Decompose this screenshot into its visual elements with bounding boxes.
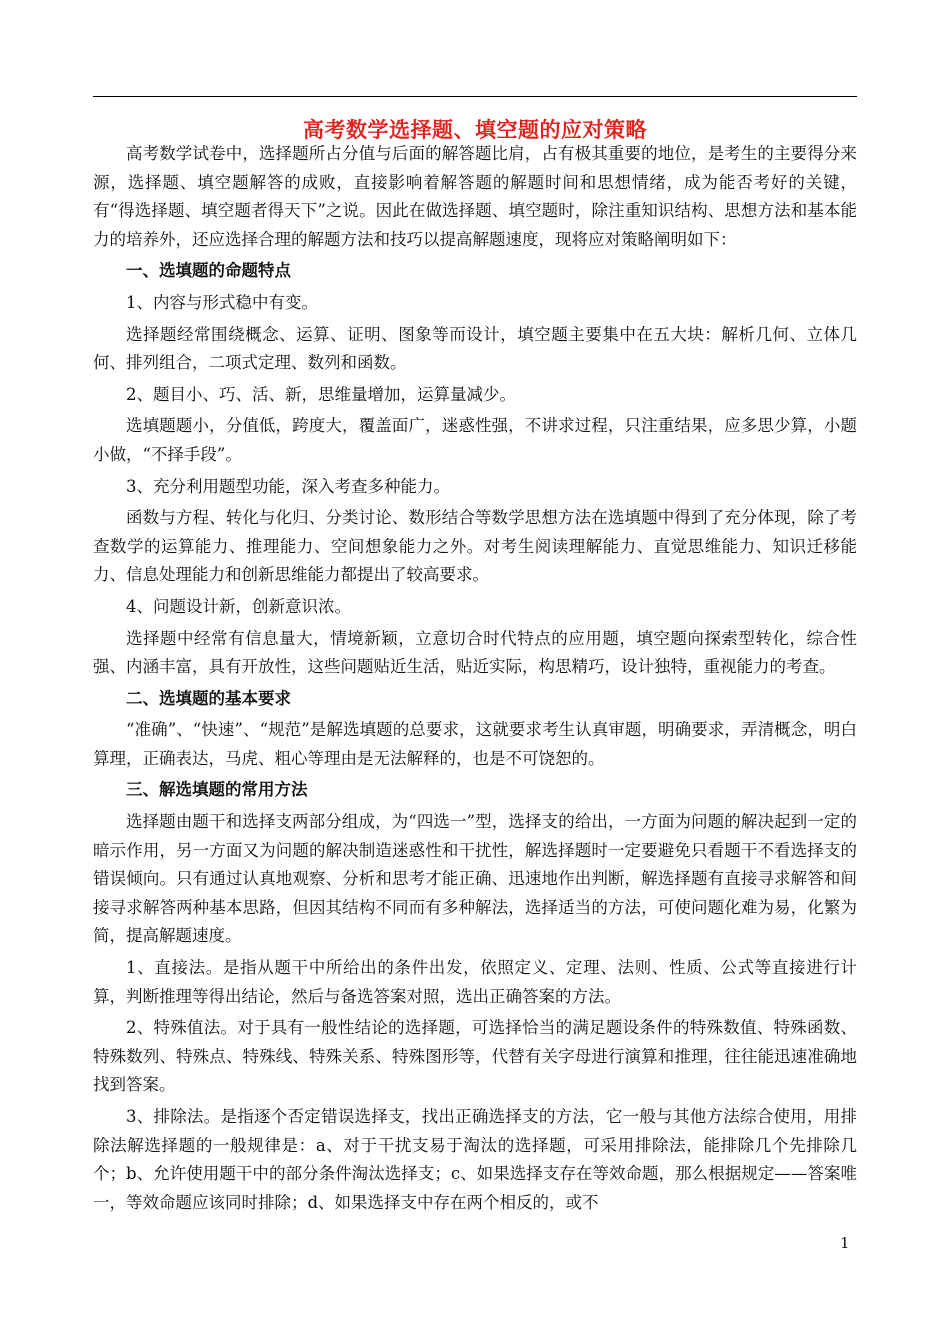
point-1-body: 选择题经常围绕概念、运算、证明、图象等而设计，填空题主要集中在五大块：解析几何、立体几何、排列组合，二项式定理、数列和函数。: [93, 324, 857, 373]
section-heading-1: 一、选填题的命题特点: [126, 261, 291, 281]
method-direct-paragraph: 1、直接法。是指从题干中所给出的条件出发，依照定义、定理、法则、性质、公式等直接进行计算，判断推理等得出结论，然后与备选答案对照，选出正确答案的方法。: [93, 958, 857, 1006]
methods-intro-paragraph: 选择题由题干和选择支两部分组成，为“四选一”型，选择支的给出，一方面为问题的解决起到一定的暗示作用，另一方面又为问题的解决制造迷惑性和干扰性，解选择题时一定要避免只看题干不看选择支的错误倾向。只有通过认真地观察、分析和思考才能正确、迅速地作出判断，解选择题有直接寻求解答和间接寻求解答两种基本思路，但因其结构不同而有多种解法，选择适当的方法，可使问题化难为易，化繁为简，提高解题速度。: [93, 812, 857, 946]
point-3-title: 3、充分利用题型功能，深入考查多种能力。: [126, 476, 450, 496]
intro-paragraph: 高考数学试卷中，选择题所占分值与后面的解答题比肩，占有极其重要的地位，是考生的主要得分来源，选择题、填空题解答的成败，直接影响着解答题的解题时间和思想情绪，成为能否考好的关键，有“得选择题、填空题者得天下”之说。因此在做选择题、填空题时，除注重知识结构、思想方法和基本能力的培养外，还应选择合理的解题方法和技巧以提高解题速度，现将应对策略阐明如下：: [93, 144, 857, 249]
document-body: [93, 140, 857, 1220]
method-elimination-paragraph: 3、排除法。是指逐个否定错误选择支，找出正确选择支的方法，它一般与其他方法综合使用，用排除法解选择题的一般规律是：a、对于干扰支易于淘汰的选择题，可采用排除法，能排除几个先排除几个；b、允许使用题干中的部分条件淘汰选择支；c、如果选择支存在等效命题，那么根据规定——答案唯一，等效命题应该同时排除；d、如果选择支中存在两个相反的，或不: [93, 1107, 857, 1212]
method-special-value-paragraph: 2、特殊值法。对于具有一般性结论的选择题，可选择恰当的满足题设条件的特殊数值、特殊函数、特殊数列、特殊点、特殊线、特殊关系、特殊图形等，代替有关字母进行演算和推理，往往能迅速准确地找到答案。: [93, 1018, 857, 1095]
point-2-title: 2、题目小、巧、活、新，思维量增加，运算量减少。: [126, 384, 516, 404]
point-3-body: 函数与方程、转化与化归、分类讨论、数形结合等数学思想方法在选填题中得到了充分体现，除了考查数学的运算能力、推理能力、空间想象能力之外。对考生阅读理解能力、直觉思维能力、知识迁移能力、信息处理能力和创新思维能力都提出了较高要求。: [93, 508, 857, 585]
requirements-paragraph: “准确”、“快速”、“规范”是解选填题的总要求，这就要求考生认真审题，明确要求，弄清概念，明白算理，正确表达，马虎、粗心等理由是无法解释的，也是不可饶恕的。: [93, 720, 857, 768]
section-heading-3: 三、解选填题的常用方法: [126, 780, 308, 800]
section-heading-2: 二、选填题的基本要求: [126, 688, 291, 708]
document-title: 高考数学选择题、填空题的应对策略: [303, 117, 647, 142]
point-2-body: 选填题题小，分值低，跨度大，覆盖面广，迷惑性强，不讲求过程，只注重结果，应多思少算，小题小做，“不择手段”。: [93, 416, 857, 464]
point-1-title: 1、内容与形式稳中有变。: [126, 292, 318, 312]
point-4-body: 选择题中经常有信息量大，情境新颖，立意切合时代特点的应用题，填空题向探索型转化，综合性强、内涵丰富，具有开放性，这些问题贴近生活，贴近实际，构思精巧，设计独特，重视能力的考查。: [93, 628, 857, 677]
point-4-title: 4、问题设计新，创新意识浓。: [126, 596, 351, 616]
page-number: 1: [840, 1234, 850, 1252]
header-rule: [93, 96, 857, 97]
